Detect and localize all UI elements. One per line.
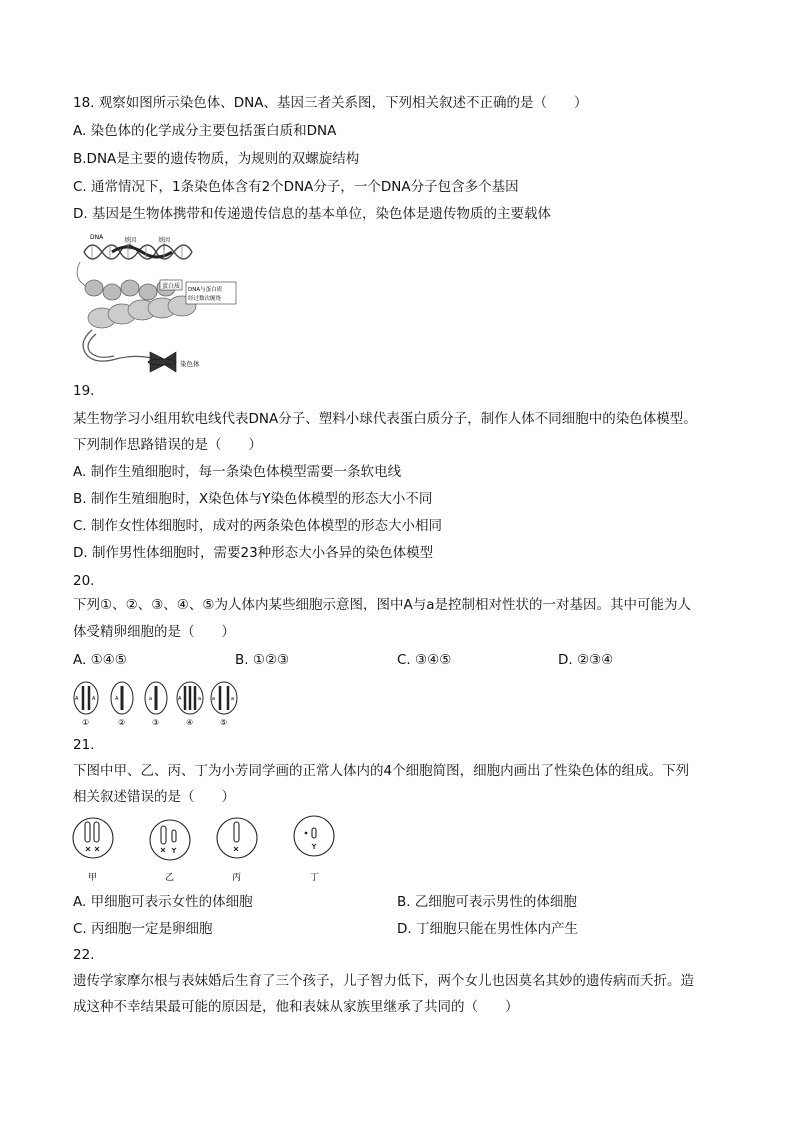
cell-1-label: ① [82, 718, 90, 727]
q21-number: 21. [73, 737, 95, 753]
cell-5-gene-right: a [231, 696, 235, 702]
q21-option-a: A. 甲细胞可表示女性的体细胞 [73, 894, 253, 910]
q22-number: 22. [73, 947, 95, 963]
q20-stem-line-1: 下列①、②、③、④、⑤为人体内某些细胞示意图，图中A与a是控制相对性状的一对基因。其中可能为人 [73, 597, 692, 613]
cell-bing-label: 丙 [232, 873, 242, 883]
cell-ding-label: 丁 [310, 873, 320, 883]
q18-option-d: D. 基因是生物体携带和传递遗传信息的基本单位，染色体是遗传物质的主要载体 [73, 206, 551, 222]
q19-option-d: D. 制作男性体细胞时，需要23种形态大小各异的染色体模型 [73, 545, 434, 561]
q19-number: 19. [73, 383, 95, 399]
cell-4-label: ④ [186, 718, 194, 727]
q18-option-b: B.DNA是主要的遗传物质，为规则的双螺旋结构 [73, 151, 360, 167]
cell-4-gene-right: a [198, 696, 202, 702]
cell-bing [217, 818, 257, 858]
q20-stem-line-2: 体受精卵细胞的是（ ） [73, 624, 235, 640]
note-line-1: DNA与蛋白质 [188, 287, 223, 293]
q20-option-a: A. ①④⑤ [73, 652, 127, 668]
q22-stem-line-2: 成这种不幸结果最可能的原因是，他和表妹从家族里继承了共同的（ ） [73, 999, 519, 1015]
gene-label-2: 基因 [158, 237, 171, 244]
chromosome-label: 染色体 [180, 360, 200, 368]
q21-stem-line-2: 相关叙述错误的是（ ） [73, 789, 235, 805]
chromatin-fiber [88, 296, 196, 328]
cell-5-gene-left: a [212, 696, 216, 702]
note-line-2: 经过数次缠绕 [188, 296, 222, 302]
cell-2-label: ② [118, 718, 126, 727]
q21-option-b: B. 乙细胞可表示男性的体细胞 [397, 894, 577, 910]
q22-stem-line-1: 遗传学家摩尔根与表妹婚后生育了三个孩子，儿子智力低下，两个女儿也因莫名其妙的遗传病而夭折。造 [73, 973, 694, 989]
cell-jia-label: 甲 [88, 873, 98, 883]
q18-stem: 18. 观察如图所示染色体、DNA、基因三者关系图，下列相关叙述不正确的是（ ） [73, 95, 588, 111]
cell-jia [73, 818, 113, 858]
q20-cell-diagrams [72, 680, 242, 728]
q18-option-a: A. 染色体的化学成分主要包括蛋白质和DNA [73, 123, 337, 139]
cell-ding [294, 816, 334, 856]
dna-helix [84, 245, 192, 259]
cell-3-gene: a [149, 696, 153, 702]
q19-stem-line-2: 下列制作思路错误的是（ ） [73, 437, 262, 453]
gene-label-1: 基因 [124, 237, 137, 244]
q21-option-d: D. 丁细胞只能在男性体内产生 [397, 921, 578, 937]
q20-option-d: D. ②③④ [558, 652, 614, 668]
cell-3-label: ③ [152, 718, 160, 727]
supercoiled-strand [83, 330, 152, 361]
q21-option-c: C. 丙细胞一定是卵细胞 [73, 921, 213, 937]
cell-yi [150, 820, 190, 860]
cell-1-gene-left: A [75, 696, 79, 702]
q18-chromosome-dna-gene-figure [72, 230, 247, 378]
q21-cell-diagrams [72, 814, 342, 884]
q20-option-b: B. ①②③ [235, 652, 290, 668]
q20-option-c: C. ③④⑤ [397, 652, 452, 668]
q20-number: 20. [73, 573, 95, 589]
cell-1-gene-right: A [92, 696, 96, 702]
q18-option-c: C. 通常情况下，1条染色体含有2个DNA分子，一个DNA分子包含多个基因 [73, 179, 519, 195]
q19-stem-line-1: 某生物学习小组用软电线代表DNA分子、塑料小球代表蛋白质分子，制作人体不同细胞中的染色体模型。 [73, 411, 697, 427]
protein-label: 蛋白质 [162, 283, 181, 290]
cell-yi-label: 乙 [165, 873, 175, 883]
q19-option-b: B. 制作生殖细胞时，X染色体与Y染色体模型的形态大小不同 [73, 491, 433, 507]
q19-option-c: C. 制作女性体细胞时，成对的两条染色体模型的形态大小相同 [73, 518, 443, 534]
chromosome-icon [148, 352, 176, 372]
q19-option-a: A. 制作生殖细胞时，每一条染色体模型需要一条软电线 [73, 464, 402, 480]
q21-stem-line-1: 下图中甲、乙、丙、丁为小芳同学画的正常人体内的4个细胞简图，细胞内画出了性染色体的组成。下列 [73, 763, 690, 779]
cell-5-label: ⑤ [220, 718, 228, 727]
cell-4-gene-left: A [178, 696, 182, 702]
dna-label: DNA [90, 234, 104, 241]
cell-2-gene: A [115, 696, 119, 702]
